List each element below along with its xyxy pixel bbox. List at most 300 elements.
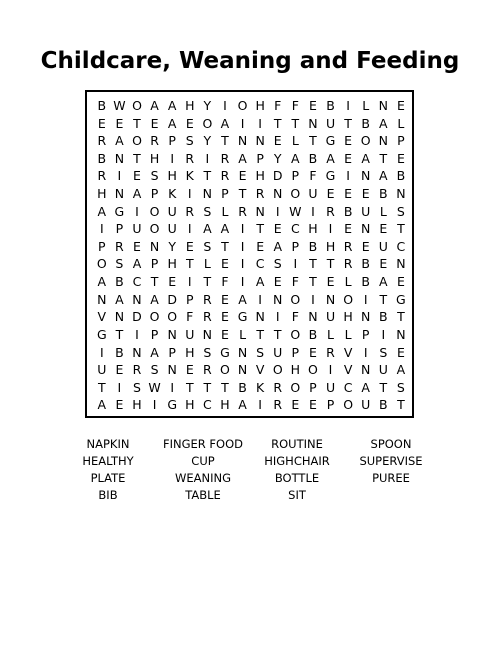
grid-letter[interactable]: A <box>167 98 177 113</box>
grid-letter[interactable]: E <box>115 362 124 378</box>
grid-letter[interactable]: A <box>291 150 300 166</box>
grid-letter[interactable]: T <box>397 397 405 413</box>
grid-letter[interactable]: N <box>255 133 265 149</box>
grid-letter[interactable]: U <box>273 344 283 360</box>
grid-letter[interactable]: R <box>255 186 265 202</box>
grid-letter[interactable]: L <box>344 326 352 342</box>
grid-letter[interactable]: H <box>132 397 142 413</box>
grid-letter[interactable]: O <box>202 115 213 131</box>
grid-letter[interactable]: E <box>115 115 124 131</box>
grid-letter[interactable]: H <box>167 256 177 272</box>
grid-letter[interactable]: R <box>132 362 142 378</box>
grid-letter[interactable]: W <box>113 98 126 113</box>
grid-letter[interactable]: E <box>185 362 194 378</box>
grid-letter[interactable]: U <box>378 238 388 254</box>
grid-letter[interactable]: E <box>308 98 317 113</box>
grid-letter[interactable]: O <box>290 326 301 342</box>
grid-letter[interactable]: A <box>255 274 265 290</box>
grid-letter[interactable]: U <box>185 326 195 342</box>
grid-letter[interactable]: E <box>221 256 229 272</box>
grid-letter[interactable]: N <box>361 221 371 237</box>
grid-letter[interactable]: T <box>256 221 264 237</box>
grid-letter[interactable]: H <box>325 238 336 254</box>
grid-letter[interactable]: R <box>343 238 353 254</box>
grid-letter[interactable]: C <box>290 221 300 237</box>
grid-letter[interactable]: W <box>289 203 302 219</box>
grid-letter[interactable]: U <box>132 221 142 237</box>
grid-letter[interactable]: L <box>203 256 211 272</box>
grid-letter[interactable]: O <box>237 98 248 113</box>
grid-letter[interactable]: N <box>114 150 125 166</box>
grid-letter[interactable]: G <box>114 203 125 219</box>
grid-letter[interactable]: B <box>343 203 353 219</box>
grid-letter[interactable]: I <box>240 115 245 131</box>
grid-letter[interactable]: I <box>187 186 192 202</box>
grid-letter[interactable]: O <box>343 291 354 307</box>
grid-letter[interactable]: E <box>97 115 106 131</box>
grid-letter[interactable]: R <box>97 133 107 149</box>
grid-letter[interactable]: S <box>203 344 212 360</box>
grid-letter[interactable]: D <box>272 168 283 184</box>
grid-letter[interactable]: I <box>240 274 245 290</box>
grid-letter[interactable]: C <box>396 238 406 254</box>
grid-letter[interactable]: E <box>291 397 300 413</box>
grid-letter[interactable]: O <box>272 362 283 378</box>
grid-letter[interactable]: U <box>378 362 388 378</box>
grid-letter[interactable]: I <box>328 221 333 237</box>
grid-letter[interactable]: K <box>185 168 194 184</box>
grid-letter[interactable]: T <box>397 309 405 325</box>
grid-letter[interactable]: O <box>308 362 318 378</box>
grid-letter[interactable]: E <box>273 133 282 149</box>
grid-letter[interactable]: N <box>167 326 177 342</box>
grid-letter[interactable]: E <box>326 186 335 202</box>
grid-letter[interactable]: I <box>170 150 175 166</box>
grid-letter[interactable]: H <box>97 186 107 202</box>
grid-letter[interactable]: S <box>256 344 265 360</box>
grid-letter[interactable]: I <box>311 203 315 219</box>
grid-letter[interactable]: R <box>115 238 124 254</box>
grid-letter[interactable]: T <box>238 186 247 202</box>
grid-letter[interactable]: E <box>168 274 177 290</box>
grid-letter[interactable]: A <box>361 379 370 395</box>
grid-letter[interactable]: N <box>273 291 283 307</box>
grid-letter[interactable]: E <box>361 186 370 202</box>
grid-letter[interactable]: A <box>238 291 247 307</box>
grid-letter[interactable]: L <box>239 326 247 342</box>
grid-letter[interactable]: P <box>291 238 300 254</box>
grid-letter[interactable]: H <box>290 362 301 378</box>
grid-letter[interactable]: T <box>221 238 229 254</box>
grid-letter[interactable]: A <box>115 133 124 149</box>
grid-letter[interactable]: A <box>273 238 283 254</box>
grid-letter[interactable]: I <box>275 203 280 219</box>
grid-letter[interactable]: O <box>290 379 301 395</box>
grid-letter[interactable]: E <box>115 397 124 413</box>
grid-letter[interactable]: P <box>256 150 264 166</box>
grid-letter[interactable]: R <box>97 168 107 184</box>
grid-letter[interactable]: N <box>132 291 142 307</box>
grid-letter[interactable]: C <box>202 397 212 413</box>
grid-letter[interactable]: H <box>255 98 265 113</box>
grid-letter[interactable]: T <box>344 115 352 131</box>
grid-letter[interactable]: I <box>346 98 350 113</box>
grid-letter[interactable]: G <box>96 326 107 342</box>
grid-letter[interactable]: P <box>291 168 300 184</box>
grid-letter[interactable]: V <box>255 362 265 378</box>
grid-letter[interactable]: P <box>185 291 194 307</box>
grid-letter[interactable]: T <box>379 291 388 307</box>
grid-letter[interactable]: I <box>223 98 227 113</box>
grid-letter[interactable]: P <box>309 379 317 395</box>
grid-letter[interactable]: H <box>255 168 265 184</box>
grid-letter[interactable]: P <box>397 133 405 149</box>
grid-letter[interactable]: R <box>203 362 212 378</box>
grid-letter[interactable]: B <box>97 150 107 166</box>
grid-letter[interactable]: A <box>97 203 107 219</box>
grid-letter[interactable]: F <box>309 168 317 184</box>
grid-letter[interactable]: G <box>237 309 248 325</box>
grid-letter[interactable]: B <box>97 98 107 113</box>
grid-letter[interactable]: E <box>273 274 282 290</box>
grid-letter[interactable]: O <box>220 362 230 378</box>
grid-letter[interactable]: W <box>148 379 161 395</box>
grid-letter[interactable]: L <box>344 274 352 290</box>
grid-letter[interactable]: E <box>221 291 229 307</box>
grid-letter[interactable]: I <box>258 291 262 307</box>
grid-letter[interactable]: R <box>220 168 230 184</box>
grid-letter[interactable]: E <box>308 397 317 413</box>
grid-letter[interactable]: H <box>308 221 318 237</box>
grid-letter[interactable]: P <box>326 397 335 413</box>
grid-letter[interactable]: I <box>240 256 245 272</box>
grid-letter[interactable]: I <box>99 344 104 360</box>
grid-letter[interactable]: T <box>309 133 317 149</box>
grid-letter[interactable]: L <box>327 326 334 342</box>
grid-letter[interactable]: E <box>344 186 353 202</box>
grid-letter[interactable]: R <box>238 203 247 219</box>
grid-letter[interactable]: N <box>378 98 388 113</box>
grid-letter[interactable]: N <box>237 344 248 360</box>
grid-letter[interactable]: N <box>396 186 406 202</box>
grid-letter[interactable]: P <box>168 133 176 149</box>
grid-letter[interactable]: N <box>167 362 177 378</box>
grid-letter[interactable]: N <box>237 133 248 149</box>
grid-letter[interactable]: N <box>255 203 265 219</box>
grid-letter[interactable]: I <box>117 168 122 184</box>
grid-letter[interactable]: A <box>132 186 142 202</box>
grid-letter[interactable]: S <box>133 379 141 395</box>
grid-letter[interactable]: I <box>328 362 333 378</box>
grid-letter[interactable]: K <box>256 379 265 395</box>
grid-letter[interactable]: I <box>311 291 315 307</box>
grid-letter[interactable]: R <box>343 256 353 272</box>
grid-letter[interactable]: A <box>220 221 230 237</box>
grid-letter[interactable]: A <box>238 150 247 166</box>
grid-letter[interactable]: P <box>221 186 229 202</box>
grid-letter[interactable]: R <box>203 291 212 307</box>
grid-letter[interactable]: T <box>291 115 300 131</box>
grid-letter[interactable]: R <box>185 150 195 166</box>
grid-letter[interactable]: I <box>170 379 175 395</box>
grid-letter[interactable]: O <box>149 203 160 219</box>
grid-letter[interactable]: L <box>291 133 299 149</box>
grid-letter[interactable]: T <box>97 379 106 395</box>
grid-letter[interactable]: E <box>185 238 194 254</box>
grid-letter[interactable]: T <box>203 274 212 290</box>
grid-letter[interactable]: C <box>343 379 353 395</box>
grid-letter[interactable]: T <box>221 133 229 149</box>
grid-letter[interactable]: N <box>361 309 371 325</box>
grid-letter[interactable]: I <box>187 221 192 237</box>
grid-letter[interactable]: A <box>379 115 388 131</box>
grid-letter[interactable]: T <box>379 379 388 395</box>
grid-letter[interactable]: T <box>203 379 212 395</box>
grid-letter[interactable]: E <box>150 115 159 131</box>
grid-letter[interactable]: U <box>167 221 177 237</box>
grid-letter[interactable]: A <box>97 397 107 413</box>
grid-letter[interactable]: I <box>135 203 139 219</box>
grid-letter[interactable]: A <box>150 291 159 307</box>
grid-letter[interactable]: P <box>168 344 176 360</box>
grid-letter[interactable]: H <box>185 397 195 413</box>
grid-letter[interactable]: H <box>149 150 160 166</box>
grid-letter[interactable]: B <box>326 98 335 113</box>
grid-letter[interactable]: A <box>396 362 406 378</box>
grid-letter[interactable]: T <box>150 274 159 290</box>
grid-letter[interactable]: I <box>293 256 298 272</box>
grid-letter[interactable]: I <box>258 397 262 413</box>
grid-letter[interactable]: T <box>115 326 124 342</box>
grid-letter[interactable]: B <box>379 186 388 202</box>
grid-letter[interactable]: E <box>273 221 282 237</box>
grid-letter[interactable]: N <box>396 256 406 272</box>
grid-letter[interactable]: S <box>203 238 212 254</box>
grid-letter[interactable]: V <box>97 309 107 325</box>
grid-letter[interactable]: U <box>97 362 107 378</box>
grid-letter[interactable]: E <box>396 98 405 113</box>
grid-letter[interactable]: R <box>203 309 212 325</box>
grid-letter[interactable]: C <box>255 256 265 272</box>
grid-letter[interactable]: B <box>238 379 247 395</box>
grid-letter[interactable]: K <box>168 186 177 202</box>
grid-letter[interactable]: N <box>132 344 142 360</box>
grid-letter[interactable]: O <box>290 291 301 307</box>
grid-letter[interactable]: H <box>185 98 195 113</box>
grid-letter[interactable]: N <box>308 309 318 325</box>
grid-letter[interactable]: D <box>132 309 142 325</box>
grid-letter[interactable]: R <box>273 379 283 395</box>
grid-letter[interactable]: G <box>325 133 336 149</box>
grid-letter[interactable]: I <box>240 221 245 237</box>
grid-letter[interactable]: T <box>273 115 282 131</box>
grid-letter[interactable]: R <box>185 203 195 219</box>
grid-letter[interactable]: S <box>150 362 159 378</box>
grid-letter[interactable]: H <box>185 344 195 360</box>
grid-letter[interactable]: H <box>167 168 177 184</box>
grid-letter[interactable]: T <box>221 379 229 395</box>
grid-letter[interactable]: U <box>167 203 177 219</box>
grid-letter[interactable]: V <box>343 362 353 378</box>
grid-letter[interactable]: G <box>220 344 230 360</box>
grid-letter[interactable]: U <box>325 379 336 395</box>
grid-letter[interactable]: S <box>396 379 405 395</box>
grid-letter[interactable]: N <box>308 115 318 131</box>
grid-letter[interactable]: O <box>290 186 301 202</box>
grid-letter[interactable]: R <box>150 133 159 149</box>
grid-letter[interactable]: U <box>308 186 318 202</box>
grid-letter[interactable]: A <box>238 397 247 413</box>
grid-letter[interactable]: I <box>135 326 139 342</box>
grid-letter[interactable]: E <box>396 274 405 290</box>
grid-letter[interactable]: N <box>149 238 160 254</box>
grid-letter[interactable]: B <box>115 274 124 290</box>
grid-letter[interactable]: T <box>185 256 194 272</box>
grid-letter[interactable]: O <box>343 397 354 413</box>
grid-letter[interactable]: B <box>379 309 388 325</box>
grid-letter[interactable]: P <box>98 238 106 254</box>
grid-letter[interactable]: E <box>344 221 353 237</box>
grid-letter[interactable]: E <box>326 274 335 290</box>
grid-letter[interactable]: B <box>379 397 388 413</box>
grid-letter[interactable]: F <box>274 98 282 113</box>
grid-letter[interactable]: U <box>361 203 371 219</box>
grid-letter[interactable]: R <box>326 344 335 360</box>
grid-letter[interactable]: E <box>185 115 194 131</box>
grid-letter[interactable]: I <box>363 344 368 360</box>
grid-letter[interactable]: O <box>132 98 142 113</box>
grid-letter[interactable]: U <box>325 115 336 131</box>
grid-letter[interactable]: I <box>205 150 210 166</box>
grid-letter[interactable]: E <box>361 238 370 254</box>
grid-letter[interactable]: E <box>379 256 388 272</box>
grid-letter[interactable]: D <box>167 291 177 307</box>
grid-letter[interactable]: N <box>202 326 213 342</box>
grid-letter[interactable]: L <box>221 203 229 219</box>
grid-letter[interactable]: Y <box>203 98 212 113</box>
grid-letter[interactable]: I <box>346 168 350 184</box>
grid-letter[interactable]: L <box>379 203 387 219</box>
grid-letter[interactable]: P <box>291 344 300 360</box>
grid-letter[interactable]: E <box>133 238 141 254</box>
grid-letter[interactable]: B <box>308 326 318 342</box>
grid-letter[interactable]: A <box>150 344 159 360</box>
grid-letter[interactable]: L <box>397 115 405 131</box>
grid-letter[interactable]: F <box>291 309 299 325</box>
grid-letter[interactable]: G <box>325 168 336 184</box>
grid-letter[interactable]: A <box>379 168 388 184</box>
grid-letter[interactable]: S <box>396 203 405 219</box>
grid-letter[interactable]: A <box>97 274 107 290</box>
grid-letter[interactable]: F <box>291 98 299 113</box>
grid-letter[interactable]: G <box>396 291 406 307</box>
grid-letter[interactable]: O <box>96 256 107 272</box>
grid-letter[interactable]: P <box>150 186 159 202</box>
grid-letter[interactable]: I <box>240 238 245 254</box>
grid-letter[interactable]: F <box>221 274 229 290</box>
grid-letter[interactable]: B <box>308 150 318 166</box>
grid-letter[interactable]: N <box>97 291 107 307</box>
grid-letter[interactable]: H <box>220 397 230 413</box>
grid-letter[interactable]: S <box>185 133 194 149</box>
grid-letter[interactable]: P <box>115 221 124 237</box>
grid-letter[interactable]: T <box>273 326 282 342</box>
grid-letter[interactable]: P <box>150 256 159 272</box>
grid-letter[interactable]: C <box>132 274 142 290</box>
grid-letter[interactable]: A <box>150 98 159 113</box>
grid-letter[interactable]: E <box>396 344 405 360</box>
grid-letter[interactable]: U <box>325 309 336 325</box>
grid-letter[interactable]: N <box>378 133 388 149</box>
grid-letter[interactable]: E <box>344 133 353 149</box>
grid-letter[interactable]: Y <box>273 150 282 166</box>
grid-letter[interactable]: T <box>203 168 212 184</box>
grid-letter[interactable]: B <box>308 238 318 254</box>
grid-letter[interactable]: E <box>221 309 229 325</box>
grid-letter[interactable]: A <box>167 115 177 131</box>
grid-letter[interactable]: T <box>397 221 405 237</box>
grid-letter[interactable]: N <box>396 326 406 342</box>
grid-letter[interactable]: S <box>150 168 159 184</box>
grid-letter[interactable]: T <box>133 115 141 131</box>
grid-letter[interactable]: I <box>363 291 368 307</box>
grid-letter[interactable]: A <box>379 274 388 290</box>
grid-letter[interactable]: B <box>396 168 406 184</box>
grid-letter[interactable]: S <box>379 344 388 360</box>
grid-letter[interactable]: G <box>167 397 178 413</box>
grid-letter[interactable]: P <box>150 326 159 342</box>
grid-letter[interactable]: L <box>362 98 370 113</box>
grid-letter[interactable]: N <box>114 309 125 325</box>
grid-letter[interactable]: E <box>396 150 405 166</box>
grid-letter[interactable]: S <box>203 203 212 219</box>
grid-letter[interactable]: I <box>99 221 104 237</box>
grid-letter[interactable]: T <box>326 256 335 272</box>
grid-letter[interactable]: F <box>186 309 194 325</box>
grid-letter[interactable]: S <box>273 256 282 272</box>
grid-letter[interactable]: I <box>258 115 262 131</box>
grid-letter[interactable]: I <box>152 397 157 413</box>
grid-letter[interactable]: E <box>308 344 317 360</box>
grid-letter[interactable]: E <box>133 168 141 184</box>
grid-letter[interactable]: P <box>361 326 370 342</box>
grid-letter[interactable]: E <box>344 150 353 166</box>
grid-letter[interactable]: N <box>361 362 371 378</box>
grid-letter[interactable]: A <box>326 150 335 166</box>
grid-letter[interactable]: O <box>167 309 178 325</box>
grid-letter[interactable]: O <box>149 309 160 325</box>
grid-letter[interactable]: H <box>343 309 353 325</box>
grid-letter[interactable]: O <box>149 221 160 237</box>
grid-letter[interactable]: A <box>115 291 124 307</box>
grid-letter[interactable]: S <box>115 256 124 272</box>
grid-letter[interactable]: E <box>256 238 265 254</box>
grid-letter[interactable]: N <box>361 168 371 184</box>
grid-letter[interactable]: B <box>361 274 370 290</box>
grid-letter[interactable]: T <box>379 150 388 166</box>
grid-letter[interactable]: F <box>291 274 299 290</box>
grid-letter[interactable]: R <box>220 150 230 166</box>
grid-letter[interactable]: A <box>220 115 230 131</box>
grid-letter[interactable]: Y <box>168 238 176 254</box>
grid-letter[interactable]: A <box>361 150 370 166</box>
grid-letter[interactable]: R <box>273 397 283 413</box>
grid-letter[interactable]: T <box>309 274 317 290</box>
grid-letter[interactable]: A <box>132 256 142 272</box>
grid-letter[interactable]: B <box>115 344 124 360</box>
grid-letter[interactable]: A <box>203 221 212 237</box>
grid-letter[interactable]: E <box>379 221 388 237</box>
